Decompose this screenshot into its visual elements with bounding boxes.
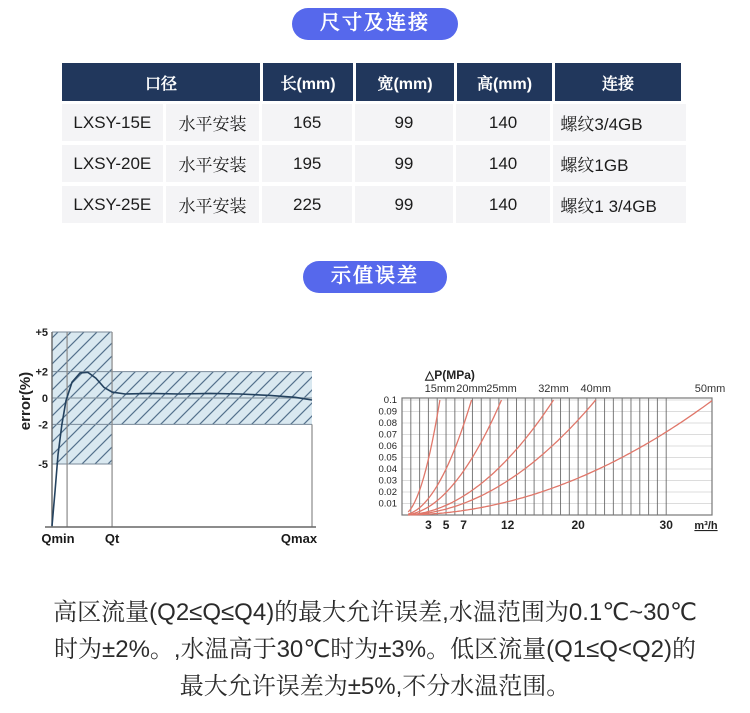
model-cell: LXSY-20E (62, 145, 163, 182)
series-label-40mm: 40mm (580, 383, 612, 395)
x-tick-label: Qt (104, 531, 120, 546)
y-tick-label: 0.07 (378, 429, 397, 441)
y-tick-label: 0.09 (378, 406, 397, 418)
width-cell: 99 (355, 186, 453, 223)
table-row (62, 145, 686, 182)
height-cell: 140 (456, 145, 551, 182)
y-tick-label: 0.03 (378, 475, 397, 487)
y-tick-label: 0.06 (378, 441, 397, 452)
x-tick-label: 3 (425, 518, 432, 532)
x-tick-label: 30 (659, 518, 673, 532)
header-caliber: 口径 (62, 63, 260, 101)
series-curve-15mm (408, 400, 440, 512)
indication-error-badge: 示值误差 (303, 261, 447, 293)
height-cell: 140 (456, 104, 551, 141)
dimensions-connection-badge: 尺寸及连接 (292, 8, 458, 40)
tolerance-line: 最大允许误差为±5%,不分水温范围。 (179, 673, 571, 700)
header-height: 高(mm) (457, 63, 552, 101)
y-tick-label: 0.04 (378, 464, 397, 475)
x-tick-label: Qmax (280, 531, 318, 546)
y-axis-title: error(%) (17, 371, 34, 431)
dimensions-table (62, 63, 686, 227)
y-tick-label: 0.02 (378, 487, 397, 498)
header-connection: 连接 (555, 63, 681, 101)
tolerance-line: 高区流量(Q2≤Q≤Q4)的最大允许误差,水温范围为0.1℃~30℃ (53, 599, 697, 626)
plot-border (402, 398, 712, 515)
tolerance-line: 时为±2%。,水温高于30℃时为±3%。低区流量(Q1≤Q<Q2)的 (54, 636, 696, 663)
y-tick-label: -5 (38, 459, 48, 471)
x-tick-label: 12 (501, 518, 515, 532)
install-cell: 水平安装 (166, 104, 260, 141)
height-cell: 140 (456, 186, 551, 223)
y-tick-label: 0.05 (378, 452, 397, 464)
x-tick-label: 7 (460, 518, 467, 532)
width-cell: 99 (355, 104, 453, 141)
series-label-32mm: 32mm (538, 383, 569, 395)
table-row (62, 104, 686, 141)
header-width: 宽(mm) (356, 63, 454, 101)
series-label-25mm: 25mm (486, 383, 517, 395)
x-tick-label: 5 (442, 518, 450, 532)
tolerance-description (10, 594, 740, 705)
model-cell: LXSY-25E (62, 186, 163, 223)
y-tick-label: 0 (41, 393, 48, 405)
y-tick-label: +2 (35, 366, 48, 379)
length-cell: 165 (262, 104, 352, 141)
y-tick-label: -2 (38, 419, 48, 432)
install-cell: 水平安装 (166, 186, 260, 223)
table-header-row (62, 63, 686, 101)
series-label-50mm: 50mm (694, 383, 726, 395)
section-badge-row (0, 8, 750, 40)
y-tick-label: +5 (35, 327, 48, 339)
pressure-loss-chart (373, 358, 750, 538)
connection-cell: 螺纹1 3/4GB (553, 186, 686, 223)
series-label-20mm: 20mm (456, 383, 487, 395)
error-envelope-chart (0, 315, 345, 555)
table-row (62, 186, 686, 223)
x-tick-label: Qmin (41, 531, 75, 546)
chart-title: △P(MPa) (425, 368, 475, 382)
y-tick-label: 0.08 (378, 418, 397, 429)
model-cell: LXSY-15E (62, 104, 163, 141)
connection-cell: 螺纹1GB (553, 145, 686, 182)
x-axis-unit: m³/h (694, 520, 718, 532)
width-cell: 99 (355, 145, 453, 182)
series-label-15mm: 15mm (424, 383, 456, 395)
connection-cell: 螺纹3/4GB (553, 104, 686, 141)
section-badge-row (0, 261, 750, 293)
length-cell: 195 (262, 145, 352, 182)
length-cell: 225 (262, 186, 352, 223)
y-tick-label: 0.1 (383, 395, 397, 406)
x-tick-label: 20 (571, 518, 585, 532)
y-tick-label: 0.01 (378, 498, 397, 510)
install-cell: 水平安装 (166, 145, 260, 182)
header-length: 长(mm) (263, 63, 353, 101)
